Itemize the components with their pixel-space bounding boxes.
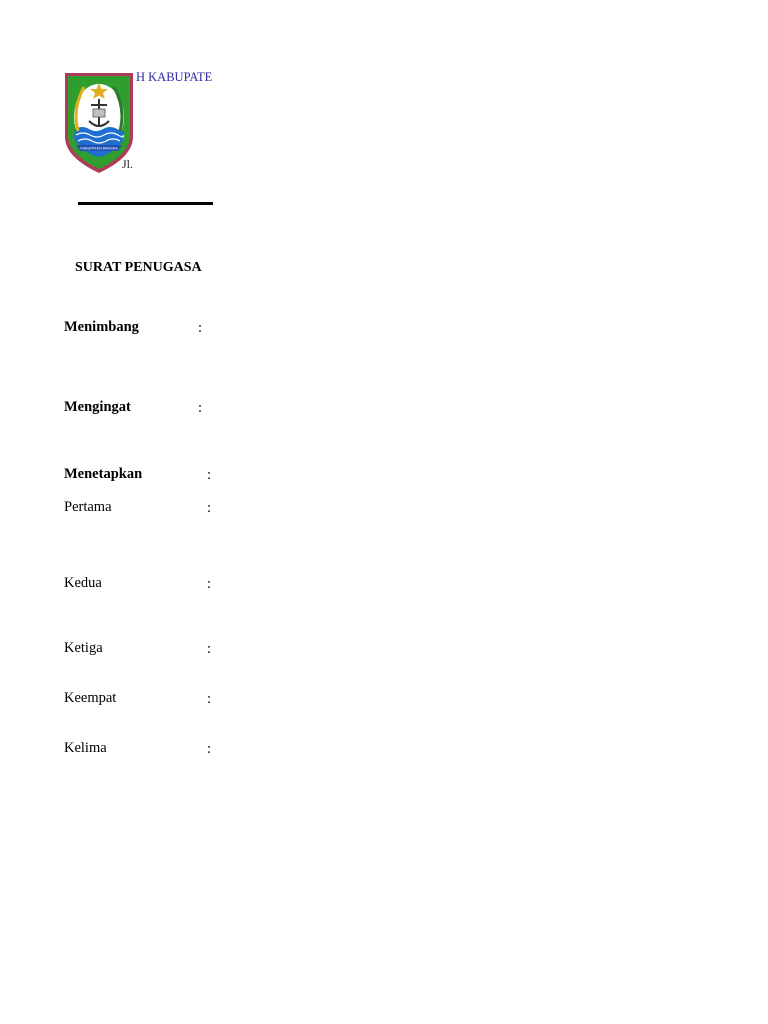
agency-address: Jl. [122,157,134,171]
section-label-mengingat: Mengingat [64,399,131,415]
item-colon-kedua: : [207,576,212,592]
item-colon-kelima: : [207,741,212,757]
item-label-kedua: Kedua [64,575,102,591]
item-colon-pertama: : [207,500,212,516]
agency-header-title: H KABUPATE [136,70,213,84]
item-label-ketiga: Ketiga [64,640,103,656]
section-label-menetapkan: Menetapkan [64,466,143,482]
item-colon-ketiga: : [207,641,212,657]
item-label-kelima: Kelima [64,740,107,756]
item-colon-keempat: : [207,691,212,707]
letterhead-divider [78,202,213,205]
section-colon-menimbang: : [198,320,203,336]
item-label-keempat: Keempat [64,690,117,706]
item-label-pertama: Pertama [64,499,112,515]
section-colon-menetapkan: : [207,467,212,483]
logo-banner-text: KABUPATEN BANGKA [80,146,118,151]
section-colon-mengingat: : [198,400,203,416]
section-label-menimbang: Menimbang [64,319,139,335]
visible-document-column [0,0,213,1024]
document-title: SURAT PENUGASA [75,260,202,275]
